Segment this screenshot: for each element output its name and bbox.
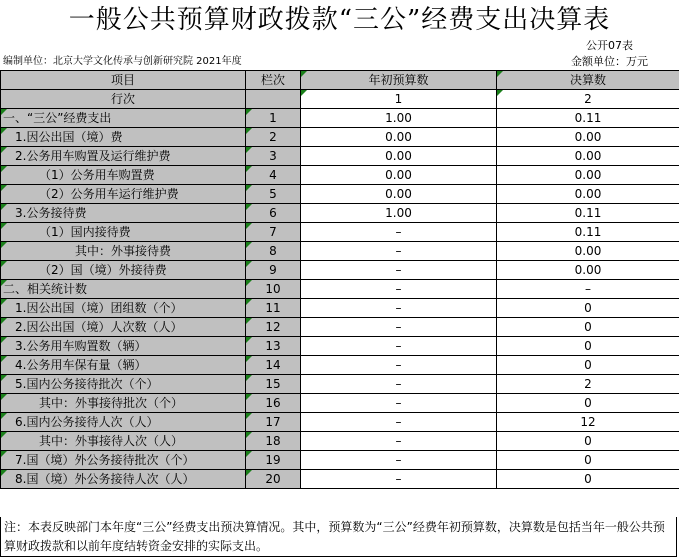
row-budget[interactable]: – — [301, 413, 497, 432]
table-row — [1, 318, 679, 337]
row-seq[interactable]: 17 — [246, 413, 301, 432]
row-final[interactable]: 0 — [497, 470, 679, 489]
table-code: 公开07表 — [586, 39, 633, 52]
index-final[interactable]: 2 — [497, 90, 679, 109]
row-budget[interactable]: 1.00 — [301, 109, 497, 128]
page-title: 一般公共预算财政拨款“三公”经费支出决算表 — [68, 5, 611, 35]
row-seq[interactable]: 18 — [246, 432, 301, 451]
row-seq[interactable]: 3 — [246, 147, 301, 166]
row-seq[interactable]: 10 — [246, 280, 301, 299]
row-seq[interactable]: 5 — [246, 185, 301, 204]
row-item[interactable]: 其中：外事接待批次（个） — [1, 394, 246, 413]
row-budget[interactable]: 1.00 — [301, 204, 497, 223]
row-budget[interactable]: – — [301, 470, 497, 489]
row-item[interactable]: 二、相关统计数 — [1, 280, 246, 299]
row-budget[interactable]: – — [301, 394, 497, 413]
row-final[interactable]: 0 — [497, 356, 679, 375]
table-row — [1, 128, 679, 147]
row-item[interactable]: 2.因公出国（境）人次数（人） — [1, 318, 246, 337]
table-row — [1, 280, 679, 299]
row-final[interactable]: 0.00 — [497, 242, 679, 261]
row-item[interactable]: 3.公务接待费 — [1, 204, 246, 223]
row-final[interactable]: 0 — [497, 451, 679, 470]
row-budget[interactable]: 0.00 — [301, 128, 497, 147]
row-item[interactable]: 8.国（境）外公务接待人次（人） — [1, 470, 246, 489]
row-seq[interactable]: 15 — [246, 375, 301, 394]
row-item[interactable]: 1.因公出国（境）费 — [1, 128, 246, 147]
index-seq[interactable] — [246, 90, 301, 109]
row-budget[interactable]: – — [301, 432, 497, 451]
index-budget[interactable]: 1 — [301, 90, 497, 109]
row-item[interactable]: （1）公务用车购置费 — [1, 166, 246, 185]
row-budget[interactable]: 0.00 — [301, 185, 497, 204]
amount-unit: 金额单位：万元 — [571, 55, 648, 68]
table-row — [1, 223, 679, 242]
row-budget[interactable]: – — [301, 375, 497, 394]
row-budget[interactable]: – — [301, 318, 497, 337]
header-seq[interactable]: 栏次 — [246, 71, 301, 90]
row-final[interactable]: 0 — [497, 394, 679, 413]
row-item[interactable]: （2）国（境）外接待费 — [1, 261, 246, 280]
row-item[interactable]: 一、“三公”经费支出 — [1, 109, 246, 128]
row-seq[interactable]: 12 — [246, 318, 301, 337]
row-seq[interactable]: 11 — [246, 299, 301, 318]
row-seq[interactable]: 4 — [246, 166, 301, 185]
row-seq[interactable]: 20 — [246, 470, 301, 489]
row-final[interactable]: 0 — [497, 299, 679, 318]
table-row — [1, 375, 679, 394]
expense-table — [0, 70, 679, 489]
table-row — [1, 470, 679, 489]
row-budget[interactable]: – — [301, 299, 497, 318]
index-item[interactable]: 行次 — [1, 90, 246, 109]
row-item[interactable]: 3.公务用车购置数（辆） — [1, 337, 246, 356]
row-budget[interactable]: – — [301, 223, 497, 242]
row-final[interactable]: 0.00 — [497, 261, 679, 280]
row-item[interactable]: 7.国（境）外公务接待批次（个） — [1, 451, 246, 470]
row-item[interactable]: 2.公务用车购置及运行维护费 — [1, 147, 246, 166]
unit-label: 编制单位：北京大学文化传承与创新研究院 2021年度 — [3, 56, 242, 67]
row-final[interactable]: 0 — [497, 337, 679, 356]
row-seq[interactable]: 6 — [246, 204, 301, 223]
row-seq[interactable]: 13 — [246, 337, 301, 356]
row-budget[interactable]: – — [301, 451, 497, 470]
header-budget[interactable]: 年初预算数 — [301, 71, 497, 90]
table-row — [1, 185, 679, 204]
table-row — [1, 242, 679, 261]
row-seq[interactable]: 8 — [246, 242, 301, 261]
row-final[interactable]: 0.00 — [497, 185, 679, 204]
table-row — [1, 394, 679, 413]
table-row — [1, 261, 679, 280]
table-row — [1, 432, 679, 451]
row-final[interactable]: 12 — [497, 413, 679, 432]
table-row — [1, 337, 679, 356]
row-seq[interactable]: 2 — [246, 128, 301, 147]
row-item[interactable]: 6.国内公务接待人次（人） — [1, 413, 246, 432]
row-seq[interactable]: 1 — [246, 109, 301, 128]
row-seq[interactable]: 7 — [246, 223, 301, 242]
row-budget[interactable]: – — [301, 356, 497, 375]
row-budget[interactable]: 0.00 — [301, 166, 497, 185]
header-row — [1, 71, 679, 90]
row-seq[interactable]: 19 — [246, 451, 301, 470]
row-item[interactable]: 4.公务用车保有量（辆） — [1, 356, 246, 375]
header-final[interactable]: 决算数 — [497, 71, 679, 90]
row-seq[interactable]: 16 — [246, 394, 301, 413]
table-row — [1, 109, 679, 128]
row-final[interactable]: 0 — [497, 432, 679, 451]
row-item[interactable]: 其中：外事接待费 — [1, 242, 246, 261]
header-item[interactable]: 项目 — [1, 71, 246, 90]
row-budget[interactable]: – — [301, 242, 497, 261]
row-item[interactable]: 1.因公出国（境）团组数（个） — [1, 299, 246, 318]
table-row — [1, 356, 679, 375]
row-final[interactable]: 0.11 — [497, 109, 679, 128]
row-item[interactable]: （2）公务用车运行维护费 — [1, 185, 246, 204]
row-final[interactable]: 0.11 — [497, 204, 679, 223]
row-final[interactable]: 0.00 — [497, 128, 679, 147]
index-row — [1, 90, 679, 109]
row-final[interactable]: 0.11 — [497, 223, 679, 242]
row-budget[interactable]: – — [301, 280, 497, 299]
table-row — [1, 413, 679, 432]
table-row — [1, 166, 679, 185]
row-final[interactable]: 2 — [497, 375, 679, 394]
row-final[interactable]: 0.00 — [497, 147, 679, 166]
row-item[interactable]: （1）国内接待费 — [1, 223, 246, 242]
row-final[interactable]: 0 — [497, 318, 679, 337]
row-budget[interactable]: 0.00 — [301, 147, 497, 166]
footnote: 注：本表反映部门本年度“三公”经费支出预决算情况。其中，预算数为“三公”经费年初预算数，决算数是包括当年一般公共预算财政拨款和以前年度结转资金安排的实际支出。 — [0, 517, 677, 557]
row-seq[interactable]: 14 — [246, 356, 301, 375]
table-row — [1, 299, 679, 318]
table-row — [1, 147, 679, 166]
table-row — [1, 204, 679, 223]
row-item[interactable]: 5.国内公务接待批次（个） — [1, 375, 246, 394]
row-budget[interactable]: – — [301, 261, 497, 280]
row-final[interactable]: – — [497, 280, 679, 299]
row-budget[interactable]: – — [301, 337, 497, 356]
table-row — [1, 451, 679, 470]
row-seq[interactable]: 9 — [246, 261, 301, 280]
row-item[interactable]: 其中：外事接待人次（人） — [1, 432, 246, 451]
row-final[interactable]: 0.00 — [497, 166, 679, 185]
